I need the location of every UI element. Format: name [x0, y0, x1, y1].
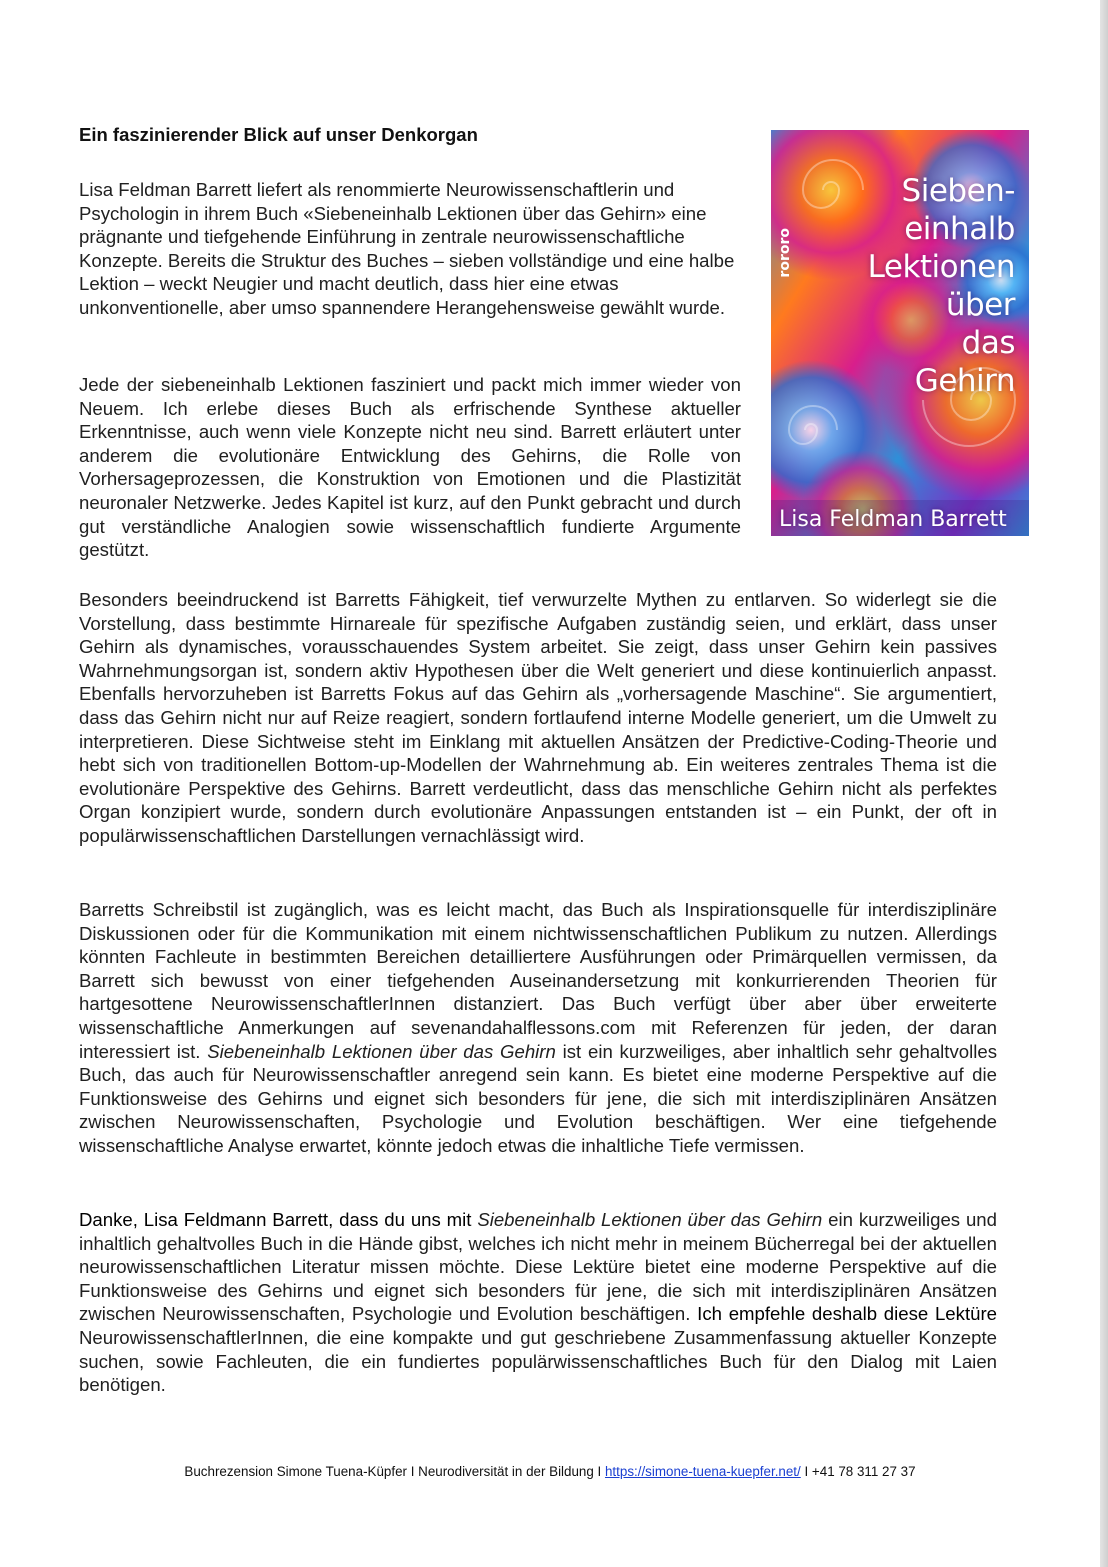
page-title: Ein faszinierender Blick auf unser Denkorgan [79, 124, 478, 145]
cover-title-line: Gehirn [914, 363, 1015, 399]
cover-title-line: einhalb [904, 211, 1015, 247]
paragraph-text: Barretts Schreibstil ist zugänglich, was es leicht macht, das Buch als Inspirationsquelle für interdisziplinäre Diskussionen oder für die Kommunikation mit einem nichtwissenschaftlichen Publikum zu nutzen. Allerdings könnten Fachleute in bestimmten Bereichen detailliertere Ausführungen oder Primärquellen vermissen, da Barrett sich bewusst von einer tiefgehenden Auseinandersetzung mit konkurrierenden Theorien für hartgesottene NeurowissenschaftlerInnen distanziert. Das Buch verfügt über aber über erweiterte wissenschaftliche Anmerkungen auf sevenandahalflessons.com mit Referenzen für jeden, der daran interessiert ist. [79, 899, 997, 1062]
paragraph-text: NeurowissenschaftlerInnen, die eine kompakte und gut geschriebene Zusammenfassung aktueller Konzepte suchen, sowie Fachleuten, die ein fundiertes populärwissenschaftliches Buch für den Dialog mit Laien benötigen. [79, 1326, 997, 1396]
book-title-italic: Siebeneinhalb Lektionen über das Gehirn [207, 1040, 556, 1062]
footer-link[interactable]: https://simone-tuena-kuepfer.net/ [604, 1464, 801, 1479]
publisher-logo: rororo [777, 228, 793, 278]
paragraph-intro: Lisa Feldman Barrett liefert als renommierte Neurowissenschaftlerin und Psychologin in ihrem Buch «Siebeneinhalb Lektionen über das Gehirn» eine prägnante und tiefgehende Einführung in zentrale neurowissenschaftliche Konzepte. Bereits die Struktur des Buches – sieben vollständige und eine halbe Lektion – weckt Neugier und macht deutlich, dass hier eine etwas unkonventionelle, aber umso spannendere Herangehensweise gewählt wurde. [79, 179, 735, 318]
cover-author: Lisa Feldman Barrett [779, 507, 1007, 532]
cover-title-line: das [961, 325, 1015, 361]
paragraph-text: ein kurzweiliges und inhaltlich gehaltvolles Buch in die Hände gibst, welches ich nicht mehr in meinem Bücherregal bei der aktuellen neurowissenschaftlichen Literatur missen möchte. Diese Lektüre bietet eine moderne Perspektive auf die Funktionsweise des Gehirns und eignet sich besonders für jene, die sich mit interdisziplinären Ansätzen zwischen Neurowissenschaften, Psychologie und Evolution beschäftigen. [79, 1209, 997, 1325]
book-title-italic: Siebeneinhalb Lektionen über das Gehirn [477, 1209, 823, 1230]
paragraph-lessons: Jede der siebeneinhalb Lektionen fasziniert und packt mich immer wieder von Neuem. Ich erlebe dieses Buch als erfrischende Synthese aktueller Erkenntnisse, auch wenn viele Konzepte nicht neu sind. Barrett erläutert unter anderem die evolutionäre Entwicklung des Gehirns, die Rolle von Vorhersageprozessen, die Konstruktion von Emotionen und die Plastizität neuronaler Netzwerke. Jedes Kapitel ist kurz, auf den Punkt gebracht und durch gut verständliche Analogien sowie wissenschaftlich fundierte Argumente gestützt. [79, 374, 741, 561]
page-edge [1100, 0, 1108, 1567]
book-cover-image [771, 130, 1029, 536]
paragraph-text: ist ein kurzweiliges, aber inhaltlich sehr gehaltvolles Buch, das auch für Neurowissenschaftler anregend sein kann. Es bietet eine moderne Perspektive auf die Funktionsweise des Gehirns und eignet sich besonders für jene, die sich mit interdisziplinären Ansätzen zwischen Neurowissenschaften, Psychologie und Evolution beschäftigen. Wer eine tiefgehende wissenschaftliche Analyse erwartet, könnte jedoch etwas die inhaltliche Tiefe vermissen. [79, 1040, 998, 1156]
recommendation-text: Ich empfehle deshalb diese Lektüre [697, 1303, 997, 1325]
cover-title [868, 172, 1015, 400]
cover-title-line: über [945, 287, 1015, 323]
cover-title-line: Lektionen [867, 249, 1015, 285]
footer-phone: I +41 78 311 27 37 [800, 1464, 916, 1479]
paragraph-style [79, 898, 997, 1158]
footer-text: Buchrezension Simone Tuena-Küpfer I Neurodiversität in der Bildung I [184, 1464, 605, 1479]
paragraph-text: Danke, Lisa Feldmann Barrett, dass du uns mit [79, 1209, 478, 1230]
paragraph-myths: Besonders beeindruckend ist Barretts Fähigkeit, tief verwurzelte Mythen zu entlarven. So widerlegt sie die Vorstellung, dass bestimmte Hirnareale für spezifische Aufgaben zuständig seien, und erklärt, dass unser Gehirn als dynamisches, vorausschauendes System arbeitet. Sie zeigt, dass unser Gehirn kein passives Wahrnehmungsorgan ist, sondern aktiv Hypothesen über die Welt generiert und diese kontinuierlich anpasst. Ebenfalls hervorzuheben ist Barretts Fokus auf das Gehirn als „vorhersagende Maschine“. Sie argumentiert, dass das Gehirn nicht nur auf Reize reagiert, sondern fortlaufend interne Modelle generiert, um die Umwelt zu interpretieren. Diese Sichtweise steht im Einklang mit aktuellen Ansätzen der Predictive-Coding-Theorie und hebt sich von traditionellen Bottom-up-Modellen der Wahrnehmung ab. Ein weiteres zentrales Thema ist die evolutionäre Perspektive des Gehirns. Barrett verdeutlicht, dass das menschliche Gehirn nicht als perfektes Organ konzipiert wurde, sondern durch evolutionäre Anpassungen entstanden ist – ein Punkt, der oft in populärwissenschaftlichen Darstellungen vernachlässigt wird. [79, 589, 997, 846]
page-footer [0, 1464, 1100, 1479]
paragraph-thanks [79, 1208, 997, 1397]
cover-title-line: Sieben- [901, 173, 1015, 209]
